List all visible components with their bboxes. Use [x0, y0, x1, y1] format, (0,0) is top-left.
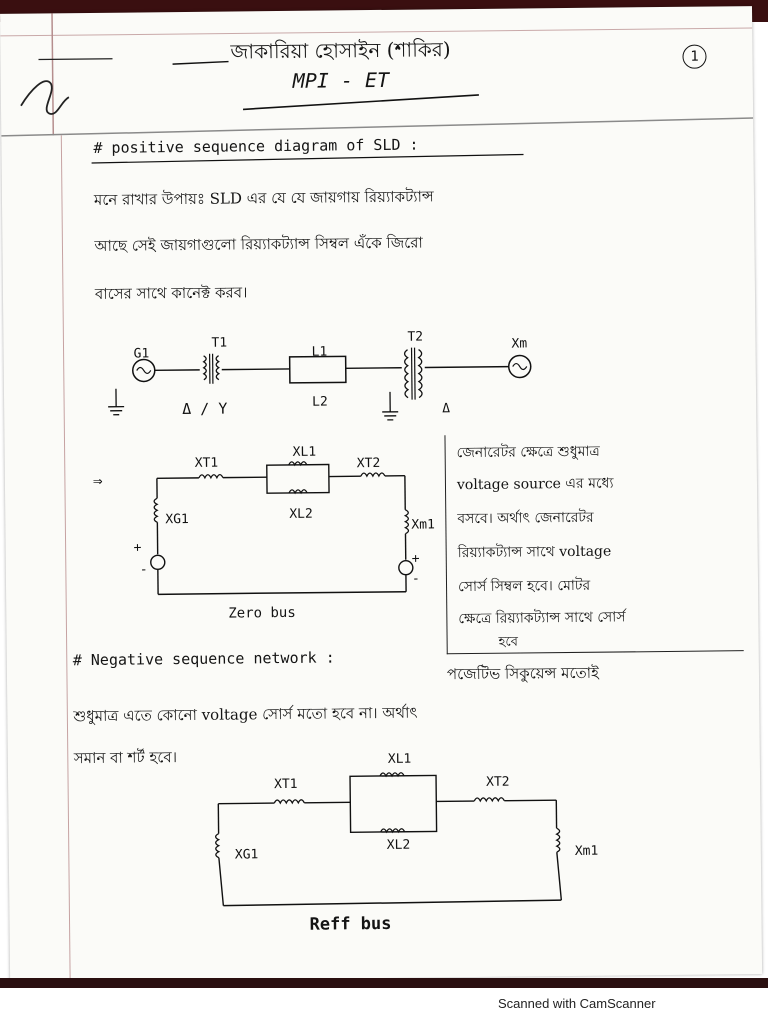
section2-line-1: পজেটিভ সিকুয়েন্স মতোই — [446, 663, 599, 684]
label-t2: T2 — [407, 329, 424, 345]
label-neg-xt2: XT2 — [486, 774, 510, 790]
section1-line-3: বাসের সাথে কানেক্ট করব। — [94, 283, 248, 303]
label-xm: Xm — [511, 336, 528, 352]
note-line-7: হবে — [498, 634, 519, 650]
section1-line-1: মনে রাখার উপায়ঃ SLD এর যে যে জায়গায় রিয়্যাকট্যান্স — [93, 187, 434, 209]
inductor-xt2 — [361, 473, 385, 476]
label-pos-xl1: XL1 — [292, 444, 317, 460]
note-line-6: ক্ষেত্রে রিয়্যাকট্যান্স সাথে সোর্স — [458, 609, 626, 628]
neg-inductor-xm1 — [557, 828, 560, 852]
label-g1: G1 — [133, 346, 150, 362]
source-motor — [399, 561, 413, 575]
label-pos-xm1: Xm1 — [411, 517, 435, 533]
section2-line-2: শুধুমাত্র এতে কোনো voltage সোর্স মতো হবে না। অর্থাৎ — [73, 703, 418, 726]
inductor-xm1 — [405, 510, 408, 534]
label-neg-xl1: XL1 — [387, 751, 412, 767]
label-pos-xl2: XL2 — [289, 506, 313, 522]
label-l1: L1 — [311, 344, 328, 360]
reference-bus-line — [223, 900, 561, 906]
note-line-2: voltage source এর মধ্যে — [456, 475, 614, 494]
label-plus-right: + — [411, 551, 420, 567]
label-l2: L2 — [312, 394, 328, 410]
transformer-t1-primary — [204, 356, 207, 380]
note-line-4: রিয়্যাকট্যান্স সাথে voltage — [457, 543, 612, 562]
label-neg-xl2: XL2 — [386, 837, 411, 853]
transformer-t2-primary — [405, 350, 409, 398]
notebook-page — [0, 6, 762, 982]
parallel-line-block — [267, 465, 329, 494]
zero-bus-line — [158, 592, 406, 595]
label-pos-xt2: XT2 — [356, 455, 381, 472]
transformer-t1-secondary — [216, 356, 219, 380]
label-neg-xt1: XT1 — [274, 776, 298, 793]
section1-line-2: আছে সেই জায়গাগুলো রিয়্যাকট্যান্স সিম্বল এঁকে জিরো — [94, 233, 423, 255]
bottom-background-band — [0, 978, 768, 988]
single-line-diagram — [3, 326, 756, 444]
signature — [21, 81, 69, 114]
label-delta: Δ — [442, 401, 451, 417]
implies-arrow: ⇒ — [92, 470, 103, 490]
neg-parallel-block — [350, 775, 437, 832]
label-t1: T1 — [211, 335, 228, 351]
section2-line-3: সমান বা শর্ট হবে। — [73, 748, 178, 768]
neg-inductor-xt2 — [474, 798, 504, 801]
department-label: MPI - ET — [292, 67, 390, 93]
label-minus-right: - — [411, 571, 420, 587]
inductor-xt1 — [199, 475, 223, 478]
section2-heading: # Negative sequence network : — [72, 648, 335, 670]
label-delta-wye: Δ / Y — [182, 399, 228, 419]
line-block-l1-l2 — [290, 356, 346, 383]
transformer-t2-secondary — [419, 350, 423, 398]
label-minus-left: - — [139, 562, 148, 578]
note-line-1: জেনারেটর ক্ষেত্রে শুধুমাত্র — [456, 443, 600, 462]
author-name: জাকারিয়া হোসাইন (শাকির) — [230, 37, 451, 64]
inductor-xg1 — [154, 498, 157, 522]
neg-inductor-xt1 — [274, 800, 304, 803]
label-plus-left: + — [133, 540, 142, 556]
page-number: 1 — [690, 48, 699, 65]
label-neg-xm1: Xm1 — [574, 843, 599, 859]
ground-g1-icon — [108, 389, 124, 415]
zero-bus-label: Zero bus — [228, 604, 296, 622]
neg-inductor-xg1 — [216, 834, 219, 858]
label-pos-xg1: XG1 — [165, 511, 189, 528]
negative-sequence-network — [8, 758, 762, 926]
reference-bus-label: Reff bus — [309, 913, 392, 935]
section1-heading: # positive sequence diagram of SLD : — [93, 135, 419, 157]
source-generator — [151, 555, 165, 569]
label-neg-xg1: XG1 — [234, 847, 259, 863]
note-line-5: সোর্স সিম্বল হবে। মোটর — [457, 577, 591, 596]
note-line-3: বসবে। অর্থাৎ জেনারেটর — [457, 509, 594, 528]
page-number-circle — [682, 45, 706, 69]
ground-t2-icon — [382, 392, 398, 420]
label-pos-xt1: XT1 — [194, 455, 219, 471]
scanner-watermark: Scanned with CamScanner — [498, 996, 656, 1011]
